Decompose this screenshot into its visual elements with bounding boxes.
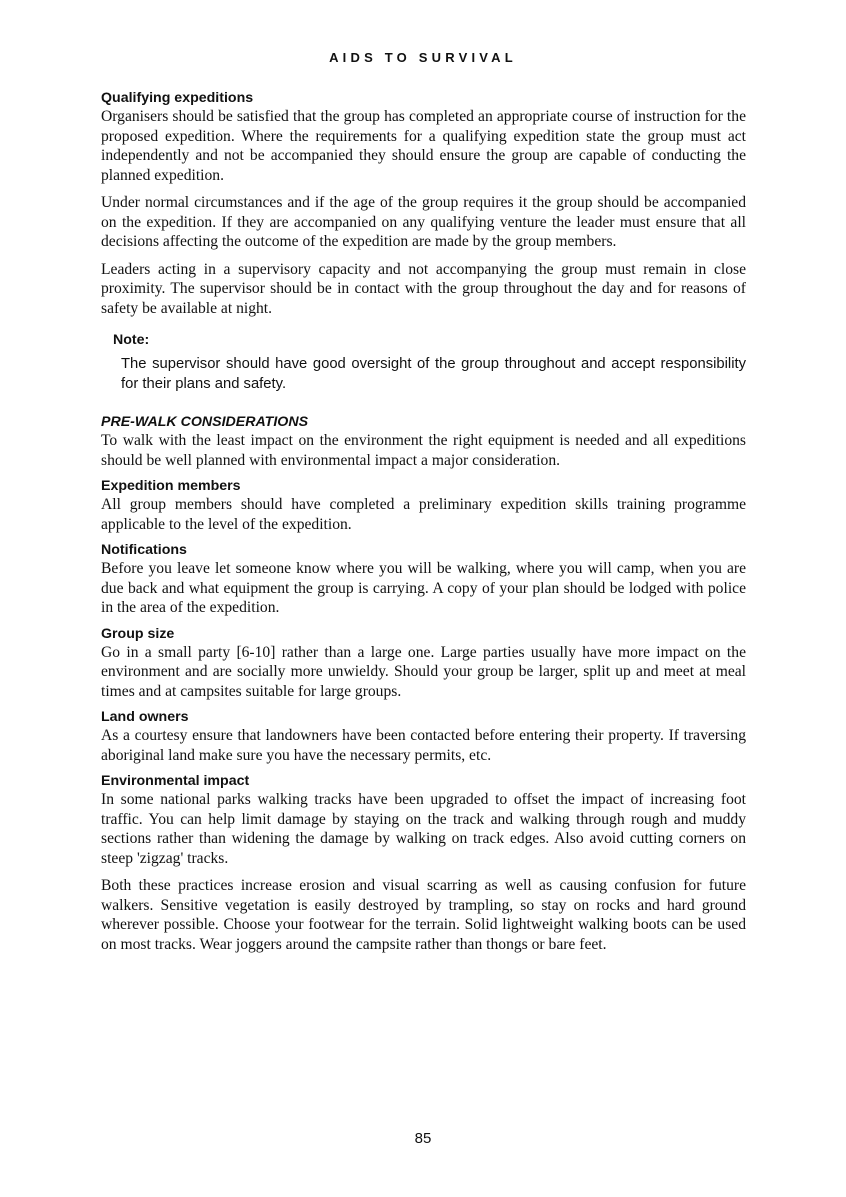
note-box [113,332,746,394]
section-heading-notifications: Notifications [101,542,187,558]
paragraph: Organisers should be satisfied that the group has completed an appropriate course of instruction for the proposed expedition. Where the requirements for a qualifying expedition state the group must act independently and not be accompanied they should ensure the group are capable of conducting the planned expedition. [101,108,746,184]
paragraph: Leaders acting in a supervisory capacity and not accompanying the group must remain in close proximity. The supervisor should be in contact with the group throughout the day and for reasons of safety be available at night. [101,260,746,317]
pre-walk-section [101,414,746,470]
notifications-section [101,542,746,618]
paragraph: Before you leave let someone know where you will be walking, where you will camp, when you are due back and what equipment the group is carrying. A copy of your plan should be lodged with police in the area of the expedition. [101,560,746,616]
paragraph: All group members should have completed a preliminary expedition skills training programme applicable to the level of the expedition. [101,496,746,533]
note-text: The supervisor should have good oversight of the group throughout and accept responsibility for their plans and safety. [121,356,746,392]
paragraph: Both these practices increase erosion and visual scarring as well as causing confusion for future walkers. Sensitive vegetation is easily destroyed by trampling, so stay on rocks and hard ground wherever possible. Choose your footwear for the terrain. Solid lightweight walking boots can be used on most tracks. Wear joggers around the campsite rather than thongs or bare feet. [101,877,746,953]
environmental-impact-section [101,773,746,954]
page-number: 85 [414,1130,432,1147]
paragraph: In some national parks walking tracks have been upgraded to offset the impact of increasing foot traffic. You can help limit damage by staying on the track and walking through rough and muddy sections rather than widening the damage by walking on track edges. Also avoid cutting corners on steep 'zigzag' tracks. [101,791,746,867]
section-heading-qualifying: Qualifying expeditions [101,90,254,106]
paragraph: As a courtesy ensure that landowners have been contacted before entering their property. If traversing aboriginal land make sure you have the necessary permits, etc. [101,727,746,764]
expedition-members-section [101,478,746,534]
running-header: AIDS TO SURVIVAL [329,50,517,65]
paragraph: Go in a small party [6-10] rather than a large one. Large parties usually have more impact on the environment and are socially more unwieldy. Should your group be larger, split up and meet at meal times and at campsites suitable for large groups. [101,643,746,700]
section-heading-group-size: Group size [101,625,175,642]
qualifying-expeditions-section [101,90,746,318]
note-label: Note: [113,332,150,348]
section-heading-environmental: Environmental impact [101,773,250,789]
section-heading-land-owners: Land owners [101,709,189,725]
paragraph: To walk with the least impact on the environment the right equipment is needed and all expeditions should be well planned with environmental impact a major consideration. [101,432,746,469]
group-size-section [101,626,746,702]
section-heading-members: Expedition members [101,478,241,494]
section-heading-pre-walk: PRE-WALK CONSIDERATIONS [101,414,309,430]
page-body [101,90,746,962]
land-owners-section [101,709,746,765]
paragraph: Under normal circumstances and if the age of the group requires it the group should be accompanied on the expedition. If they are accompanied on any qualifying venture the leader must ensure that all decisions affecting the outcome of the expedition are made by the group members. [101,194,746,250]
